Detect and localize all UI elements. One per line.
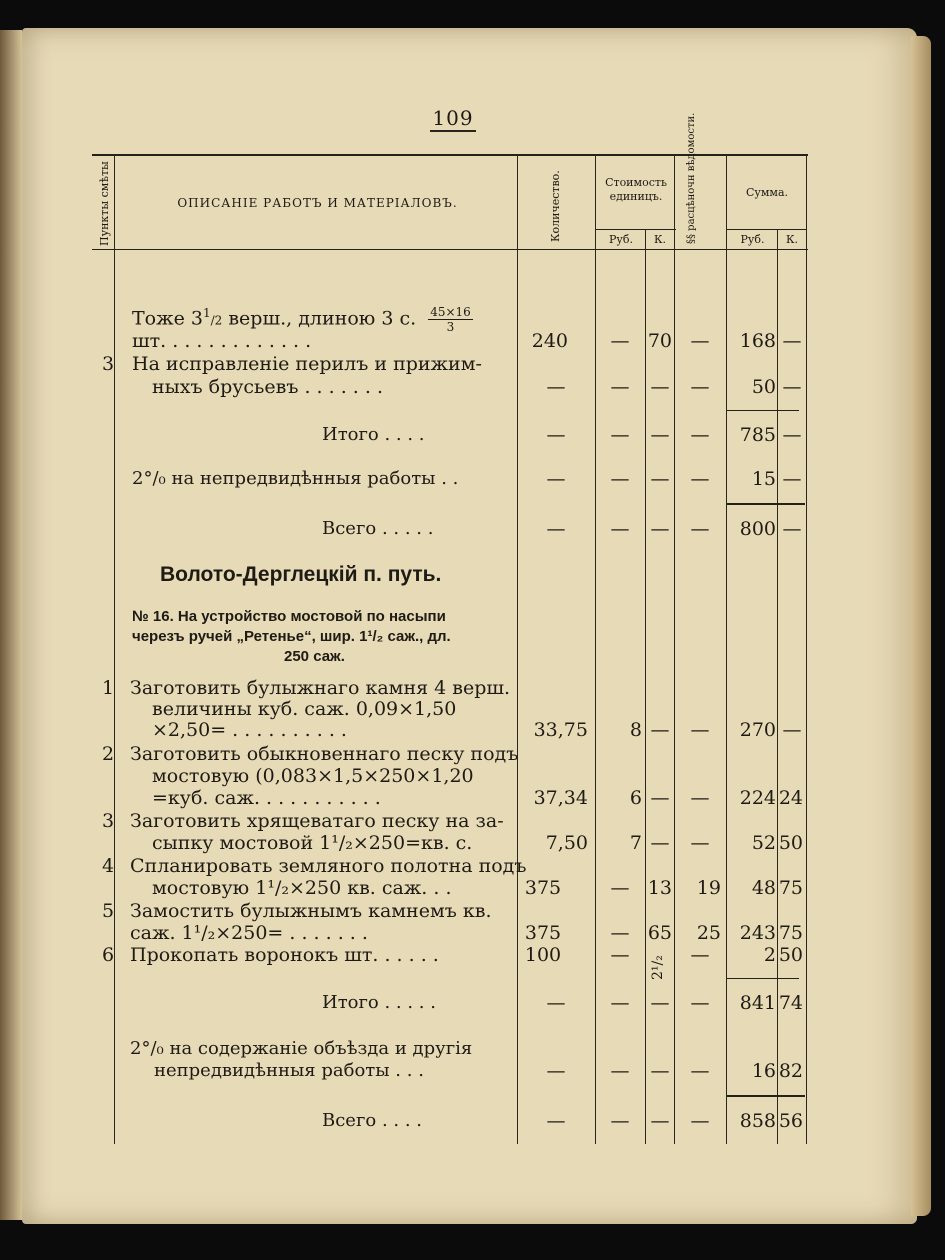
row-text: Заготовить булыжнаго камня 4 верш. xyxy=(130,677,511,699)
item-number: 4 xyxy=(102,855,115,877)
header-ref: §§ расцѣночн вѣдомости. xyxy=(686,112,697,244)
ref-cell: — xyxy=(690,944,710,966)
header-unit-cost: Стоимость единицъ. xyxy=(605,176,667,203)
qty-cell: — xyxy=(546,1060,566,1082)
row-text: саж. 1¹/₂×250= . . . . . . . xyxy=(130,922,368,944)
sum-rub-cell: 858 xyxy=(739,1110,776,1132)
qty-cell: — xyxy=(546,992,566,1014)
row-text: На исправленіе перилъ и прижим- xyxy=(132,353,482,375)
sum-rub-cell: 785 xyxy=(739,424,776,446)
total-label: Итого . . . . xyxy=(322,424,425,445)
grand-total-label: Всего . . . . xyxy=(322,1110,423,1131)
row-text: ×2,50= . . . . . . . . . . xyxy=(152,719,347,741)
sum-rule xyxy=(727,503,805,505)
qty-cell: — xyxy=(546,424,566,446)
unit-kop-cell: 65 xyxy=(647,922,672,944)
sum-kop-cell: 56 xyxy=(778,1110,803,1132)
row-text: =куб. саж. . . . . . . . . . . xyxy=(152,787,381,809)
header-sub-rule xyxy=(596,229,676,230)
item-number: 1 xyxy=(102,677,115,699)
unit-rub-cell: — xyxy=(610,330,630,352)
percent-label: непредвидѣнныя работы . . . xyxy=(154,1060,424,1081)
ref-cell: — xyxy=(690,832,710,854)
sum-rub-cell: 243 xyxy=(739,922,776,944)
sum-kop-cell: — xyxy=(782,518,802,540)
header-quantity: Количество. xyxy=(549,170,562,242)
section-subtitle: 250 саж. xyxy=(284,648,345,665)
ref-cell: — xyxy=(690,992,710,1014)
item-number: 3 xyxy=(102,353,115,375)
row-text: сыпку мостовой 1¹/₂×250=кв. с. xyxy=(152,832,473,854)
ref-cell: — xyxy=(690,1110,710,1132)
ref-cell: — xyxy=(690,424,710,446)
unit-kop-cell: 70 xyxy=(647,330,672,352)
unit-kop-cell: 2¹/₂ xyxy=(650,955,666,980)
row-text: Спланировать земляного полотна подъ xyxy=(130,855,527,877)
section-subtitle: № 16. На устройство мостовой по насыпи xyxy=(132,608,446,625)
sum-kop-cell: 75 xyxy=(778,922,803,944)
sum-kop-cell: 74 xyxy=(778,992,803,1014)
sum-rub-cell: 16 xyxy=(751,1060,776,1082)
sum-kop-cell: — xyxy=(782,424,802,446)
row-text: Заготовить обыкновеннаго песку подъ xyxy=(130,743,519,765)
qty-cell: 37,34 xyxy=(533,787,588,809)
qty-cell: 7,50 xyxy=(545,832,588,854)
sum-rub-cell: 841 xyxy=(739,992,776,1014)
unit-rub-cell: — xyxy=(610,1060,630,1082)
sum-rub-cell: 800 xyxy=(739,518,776,540)
sum-rub-cell: 52 xyxy=(751,832,776,854)
col-divider xyxy=(114,154,115,1144)
unit-rub-cell: 7 xyxy=(629,832,642,854)
section-title: Волото-Дерглецкій п. путь. xyxy=(160,563,442,586)
ref-cell: — xyxy=(690,468,710,490)
unit-kop-cell: — xyxy=(650,832,670,854)
unit-rub-cell: — xyxy=(610,992,630,1014)
ref-cell: 19 xyxy=(696,877,721,899)
unit-rub-cell: — xyxy=(610,468,630,490)
unit-rub-cell: — xyxy=(610,922,630,944)
sum-rub-cell: 48 xyxy=(751,877,776,899)
total-label: Итого . . . . . xyxy=(322,992,436,1013)
sum-kop-cell: 75 xyxy=(778,877,803,899)
row-text: мостовую 1¹/₂×250 кв. саж. . . xyxy=(152,877,452,899)
sum-rule xyxy=(727,410,799,411)
left-page-edge xyxy=(0,30,22,1220)
sum-kop-cell: — xyxy=(782,468,802,490)
qty-cell: — xyxy=(546,518,566,540)
unit-rub-cell: — xyxy=(610,944,630,966)
row-text: мостовую (0,083×1,5×250×1,20 xyxy=(152,765,474,787)
item-number: 5 xyxy=(102,900,115,922)
qty-cell: 240 xyxy=(531,330,568,352)
header-items: Пункты смѣты xyxy=(98,161,111,246)
unit-rub-cell: — xyxy=(610,877,630,899)
sum-rub-cell: 50 xyxy=(751,376,776,398)
unit-rub-cell: — xyxy=(610,376,630,398)
header-description: ОПИСАНІЕ РАБОТЪ И МАТЕРІАЛОВЪ. xyxy=(177,196,458,210)
unit-kop-cell: — xyxy=(650,468,670,490)
unit-rub-cell: — xyxy=(610,518,630,540)
unit-rub-cell: 6 xyxy=(629,787,642,809)
unit-kop-cell: — xyxy=(650,992,670,1014)
unit-kop-cell: — xyxy=(650,424,670,446)
header-sub-rule-sum xyxy=(727,229,807,230)
sum-kop-cell: 82 xyxy=(778,1060,803,1082)
table-top-rule xyxy=(92,154,808,156)
qty-cell: — xyxy=(546,376,566,398)
sum-rub-cell: 2 xyxy=(763,944,776,966)
item-number: 2 xyxy=(102,743,115,765)
page-number: 109 xyxy=(430,106,476,132)
sum-kop-cell: — xyxy=(782,719,802,741)
percent-label: 2°/₀ на непредвидѣнныя работы . . xyxy=(132,468,459,489)
ref-cell: — xyxy=(690,719,710,741)
sum-rule xyxy=(727,978,799,979)
unit-rub-cell: — xyxy=(610,1110,630,1132)
qty-cell: — xyxy=(546,1110,566,1132)
col-divider xyxy=(806,154,807,1144)
page-fore-edge xyxy=(911,36,931,1216)
sum-rub-cell: 270 xyxy=(739,719,776,741)
fraction: $\frac{45\times 16}{3}$ xyxy=(430,304,471,334)
row-text: Прокопать воронокъ шт. . . . . . xyxy=(130,944,439,966)
ref-cell: — xyxy=(690,1060,710,1082)
ref-cell: 25 xyxy=(696,922,721,944)
qty-cell: 33,75 xyxy=(533,719,588,741)
header-sum-rub: Руб. xyxy=(740,233,765,246)
sum-rub-cell: 224 xyxy=(739,787,776,809)
unit-kop-cell: — xyxy=(650,787,670,809)
unit-kop-cell: 13 xyxy=(647,877,672,899)
unit-kop-cell: — xyxy=(650,719,670,741)
section-subtitle: черезъ ручей „Ретенье“, шир. 1¹/₂ саж., дл. xyxy=(132,628,451,645)
qty-cell: — xyxy=(546,468,566,490)
row-text: Заготовить хрящеватаго песку на за- xyxy=(130,810,504,832)
row-text: шт. . . . . . . . . . . . . xyxy=(132,330,312,352)
sum-kop-cell: — xyxy=(782,330,802,352)
header-unit-kop: К. xyxy=(653,233,666,246)
sum-rub-cell: 15 xyxy=(751,468,776,490)
sum-kop-cell: 50 xyxy=(778,944,803,966)
row-text: ныхъ брусьевъ . . . . . . . xyxy=(152,376,383,398)
unit-kop-cell: — xyxy=(650,1060,670,1082)
sum-kop-cell: 24 xyxy=(778,787,803,809)
unit-rub-cell: 8 xyxy=(629,719,642,741)
ref-cell: — xyxy=(690,330,710,352)
percent-label: 2°/₀ на содержаніе объѣзда и другія xyxy=(130,1038,473,1059)
ref-cell: — xyxy=(690,787,710,809)
sum-rule xyxy=(727,1095,805,1097)
ref-cell: — xyxy=(690,518,710,540)
header-unit-rub: Руб. xyxy=(609,233,633,246)
header-sum-kop: К. xyxy=(785,233,798,246)
item-number: 6 xyxy=(102,944,115,966)
qty-cell: 100 xyxy=(524,944,562,966)
row-text: Замостить булыжнымъ камнемъ кв. xyxy=(130,900,492,922)
qty-cell: 375 xyxy=(524,922,562,944)
sum-kop-cell: 50 xyxy=(778,832,803,854)
sum-kop-cell: — xyxy=(782,376,802,398)
header-bottom-rule xyxy=(92,249,808,250)
unit-kop-cell: — xyxy=(650,518,670,540)
row-text: Тоже $3^1/2$ верш., длиною 3 с. $\frac{45\times 16}{3}$ xyxy=(132,304,471,334)
item-number: 3 xyxy=(102,810,115,832)
unit-kop-cell: — xyxy=(650,1110,670,1132)
grand-total-label: Всего . . . . . xyxy=(322,518,434,539)
unit-kop-cell: — xyxy=(650,376,670,398)
header-sum: Сумма. xyxy=(745,186,789,199)
ref-cell: — xyxy=(690,376,710,398)
sum-rub-cell: 168 xyxy=(739,330,776,352)
unit-rub-cell: — xyxy=(610,424,630,446)
qty-cell: 375 xyxy=(524,877,562,899)
row-text: величины куб. саж. 0,09×1,50 xyxy=(152,698,457,720)
